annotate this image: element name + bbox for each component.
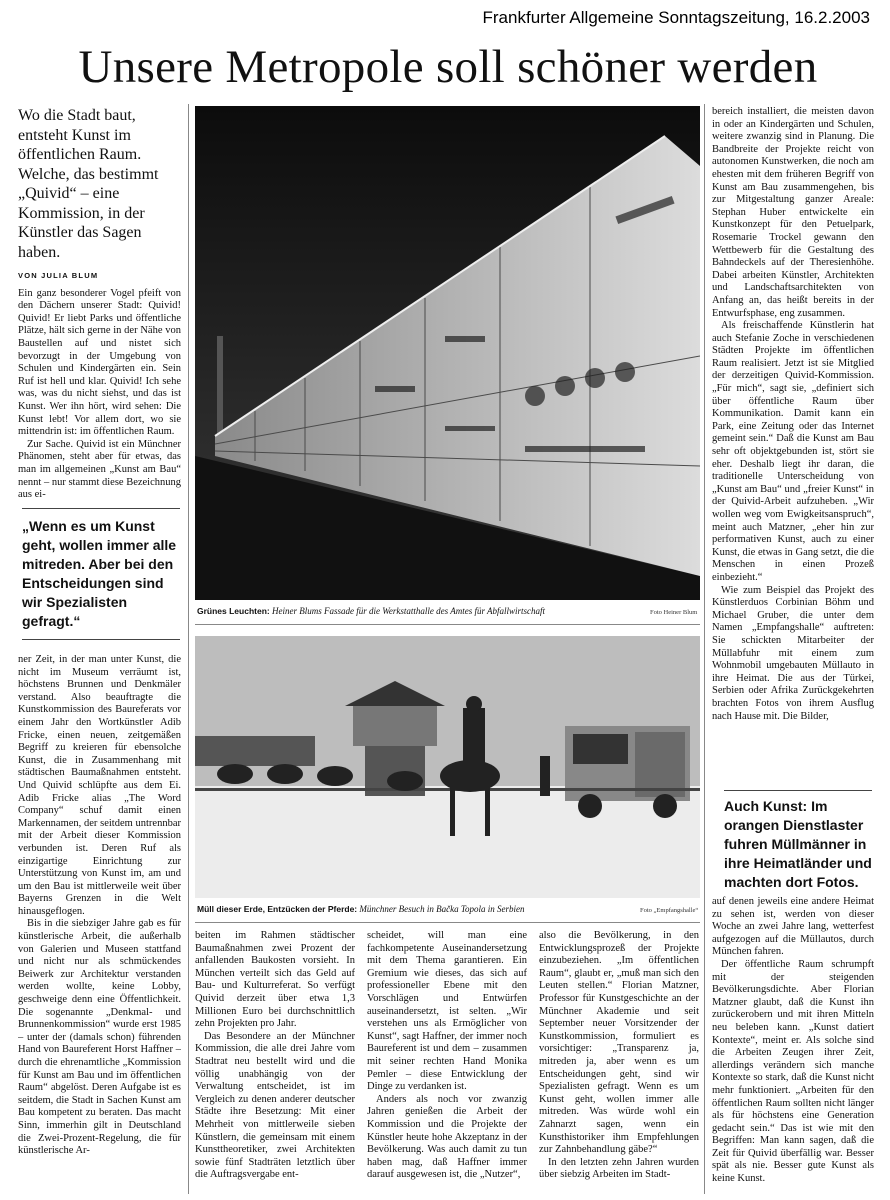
caption-text: Heiner Blums Fassade für die Werkstatthalle des Amtes für Abfallwirtschaft [271, 606, 546, 616]
photo-pull-caption: Auch Kunst: Im orangen Dienstlaster fuhren Müllmänner in ihre Heimatländer und machten dort Fotos. [724, 790, 872, 886]
lead-paragraph: Wo die Stadt baut, entsteht Kunst im öffentlichen Raum. Welche, das bestimmt „Quivid“ – eine Kommission, in der Künstler das Sagen haben. [18, 107, 159, 261]
caption-text: Münchner Besuch in Bačka Topola in Serbien [359, 904, 525, 914]
byline: VON JULIA BLUM [18, 271, 99, 280]
body-paragraph: Ein ganz besonderer Vogel pfeift von den Dächern unserer Stadt: Quivid! Quivid! Er liebt Parks und öffentliche Plätze, hält sich gerne in der Nähe von Baustellen auf und nistet sich bevorzugt in der Umgebung von Schulen und Kindergärten ein. Sein Ruf ist hell und klar. Quivid! Ich sehe was, was du nicht siehst, und das ist Kunst. Wer ihn hört, wird sehen: Die Kunst lebt! Vor allem dort, wo sie mittendrin ist: im öffentlichen Raum. [18, 287, 181, 438]
photo-facade [195, 106, 700, 600]
column-5 [712, 106, 874, 784]
column-rule [188, 104, 189, 1194]
pull-quote: „Wenn es um Kunst geht, wollen immer alle mitreden. Aber bei den Entscheidungen sind wir Spezialisten gefragt.“ [22, 508, 180, 640]
column-4 [539, 930, 699, 1194]
body-paragraph: Anders als noch vor zwanzig Jahren genießen die Arbeit der Kommission und die Projekte der Künstler heute hohe Akzeptanz in der Bevölkerung. Was auch damit zu tun haben mag, daß Haffner immer darauf ausgewesen ist, die „Nutzer“, [367, 1093, 527, 1181]
body-paragraph: bereich installiert, die meisten davon in oder an Kindergärten und Schulen, weitere zwanzig sind in Planung. Die Bandbreite der Projekte reicht von autonomen Kunstwerken, die noch am ehesten mit dem früheren Begriff von Kunst am Bau zusammengehen, bis zur Mitgestaltung ganzer Areale: Stephan Huber entwickelte ein Kunstkonzept für den Petuelpark, Rosemarie Trockel gewann den Wettbewerb für die Gestaltung des Bahndeckels auf der Theresienhöhe. Dabei arbeiten Künstler, Architekten und Landschaftsarchitekten von Anfang an, das heißt bereits in der Entwurfsphase, eng zusammen. [712, 106, 874, 319]
photo-credit-bottom: Foto „Empfangshalle“ [640, 907, 699, 914]
body-paragraph: ner Zeit, in der man unter Kunst, die nicht im Museum verräumt ist, höchstens Brunnen und Denkmäler verstand. Also beauftragte die Kunstkommission des Baureferats vor einem Jahr den Wortkünstler Adib Fricke, einen neuen, zeitgemäßen Begriff zu kreieren für ebensolche Kunst, die in Zusammenhang mit städtischen Baumaßnahmen entsteht. Und Quivid schlüpfte aus dem Ei. Adib Fricke alias „The Word Company“ schuf damit einen Markennamen, der seitdem untrennbar mit der Arbeit dieser Kommission verbunden ist. Deren Ruf als einzigartige Einrichtung zur Unterstützung von Kunst im, am und um den Bau ist mittlerweile weit über Bayerns Grenzen in die Welt hinausgeflogen. [18, 654, 181, 917]
column-1 [18, 106, 181, 506]
headline: Unsere Metropole soll schöner werden [78, 41, 818, 93]
caption-bold: Müll dieser Erde, Entzücken der Pferde: [197, 904, 358, 914]
caption-bold: Grünes Leuchten: [197, 606, 270, 616]
body-paragraph: beiten im Rahmen städtischer Baumaßnahmen zwei Prozent der anfallenden Baukosten vorsieht. In München verteilt sich das Geld auf Bau- und Kulturreferat. So verfügt Quivid derzeit über etwa 1,3 Millionen Euro bei durchschnittlich zehn Projekten pro Jahr. [195, 930, 355, 1030]
column-rule [704, 104, 705, 1194]
body-paragraph: In den letzten zehn Jahren wurden über siebzig Arbeiten im Stadt- [539, 1156, 699, 1181]
photo-horses-truck [195, 636, 700, 898]
horses-illustration [195, 636, 700, 898]
divider [195, 624, 700, 625]
body-paragraph: Wie zum Beispiel das Projekt des Künstlerduos Corbinian Böhm und Michael Gruber, die unter dem Namen „Empfangshalle“ auftreten: Sie schickten Mitarbeiter der Müllabfuhr mit einem zum Wohnmobil umgebauten Müllauto in ihre Heimat. Die aus der Türkei, Serbien oder Afrika Zurückgekehrten brachten Fotos von ihrem Ausflug nach Hause mit. Die Bilder, [712, 584, 874, 722]
body-paragraph: Zur Sache. Quivid ist ein Münchner Phänomen, steht aber für etwas, das man im allgemeinen „Kunst am Bau“ nennt – nur stammt diese Bezeichnung aus ei- [18, 438, 181, 501]
body-paragraph: scheidet, will man eine fachkompetente Auseinandersetzung mit dem Thema garantieren. Ein Gremium wie dieses, das sich auf professioneller Ebene mit den Vorschlägen und Entwürfen auseinandersetzt, ist selten. „Wir verstehen uns als Ermöglicher von Kunst“, sagt Haffner, der immer noch Baureferent ist und dem – zusammen mit seiner rechten Hand Monika Pemler – diese Entwicklung der Dinge zu verdanken ist. [367, 930, 527, 1093]
body-paragraph: Bis in die siebziger Jahre gab es für künstlerische Arbeit, die außerhalb von Galerien und Museen stattfand und nicht nur als schmückendes Beiwerk zur Architektur verstanden werden wollte, keine Lobby, geschweige denn eine Öffentlichkeit. Die sogenannte „Denkmal- und Brunnenkommission“ wurde erst 1985 – unter der (damals schon) führenden Hand von Baureferent Horst Haffner – durch die ehrenamtliche „Kommission für Kunst am Bau und im öffentlichen Raum“ abgelöst. Deren Aufgabe ist es seitdem, die Stadt in Sachen Kunst am Bau kompetent zu beraten. Das macht Sinn, immerhin gilt in Deutschland die Zwei-Prozent-Regelung, die für künstlerische Ar- [18, 918, 181, 1157]
column-1-lower [18, 654, 181, 1194]
column-2 [195, 930, 355, 1194]
column-3 [367, 930, 527, 1194]
body-paragraph: Der öffentliche Raum schrumpft mit der steigenden Bevölkerungsdichte. Aber Florian Matzner glaubt, daß die Kunst ihn zurückerobern und mit ihren Mitteln neu beleben kann. „Kunst datiert Kontexte“, meint er. Als solche sind die Arbeiten Zeugen ihrer Zeit, allerdings verändern sich manche Kontexte so stark, daß die Kunst nicht mehr funktioniert. „Arbeiten für den öffentlichen Raum sollten nicht länger als für höchstens eine Generation gedacht sein.“ Das ist wie mit den Begriffen: Man kann sagen, daß die Zeit für Quivid überfällig war. Besser spät als nie. Besser gute Kunst als keine Kunst. [712, 958, 874, 1185]
photo-caption-top [197, 606, 545, 617]
body-paragraph: Als freischaffende Künstlerin hat auch Stefanie Zoche in verschiedenen Städten Projekte im öffentlichen Raum realisiert. Jetzt ist sie Mitglied der derzeitigen Quivid-Kommission. „Für mich“, sagt sie, „definiert sich über öffentliche Raum über Kommunikation. Damit kann ein Park, eine Zeitung oder das Internet gemeint sein.“ Daß die Kunst am Bau sehr oft objektgebunden ist, stört sie eher. Deshalb liegt ihr daran, die traditionelle Unterscheidung von „Kunst am Bau“ und „freier Kunst“ in der Quivid-Arbeit aufzuheben. „Wir wollen weg vom Ewigkeitsanspruch“, meint auch Matzner, „eher hin zur performativen Kunst, auch zu einer Kunst, die etwas in Gang setzt, die die Menschen in einen Prozeß einbezieht.“ [712, 320, 874, 583]
photo-credit-top: Foto Heiner Blum [650, 609, 698, 616]
photo-caption-bottom [197, 904, 525, 915]
facade-illustration [195, 106, 700, 600]
divider [195, 922, 700, 923]
body-paragraph: Das Besondere an der Münchner Kommission, die alle drei Jahre vom Stadtrat neu bestellt wird und die völlig unabhängig von der Verwaltung entscheidet, ist im Vergleich zu denen anderer deutscher Städte ihre Besetzung: Mit einer Mehrheit von mittlerweile sieben Künstlern, die gemeinsam mit einem Kunsttheoretiker, zwei Architekten sowie fünf Stadträten letztlich über die Auftragsvergabe ent- [195, 1030, 355, 1181]
column-5-lower [712, 896, 874, 1194]
newspaper-source: Frankfurter Allgemeine Sonntagszeitung, 16.2.2003 [482, 8, 870, 27]
body-paragraph: also die Bevölkerung, in den Entwicklungsprozeß der Projekte einzubeziehen. „Im öffentlichen Raum“, glaubt er, „muß man sich den Leuten stellen.“ Florian Matzner, Professor für Kunstgeschichte an der Münchner Akademie und seit September neuer Vorsitzender der Kunstkommission, formuliert es vorsichtiger: „Transparenz ja, mitreden ja, aber wenn es um Entscheidungen geht, sind wir Spezialisten gefragt. Wenn es um Kunst geht, wollen immer alle mitreden. Was würde wohl ein Zahnarzt sagen, wenn ein Kunsthistoriker ihm Empfehlungen zur Zahnbehandlung gäbe?“ [539, 930, 699, 1156]
body-paragraph: auf denen jeweils eine andere Heimat zu sehen ist, werden von dieser Woche an zwei Jahre lang, wetterfest aufgezogen auf die Müllautos, durch München fahren. [712, 896, 874, 958]
